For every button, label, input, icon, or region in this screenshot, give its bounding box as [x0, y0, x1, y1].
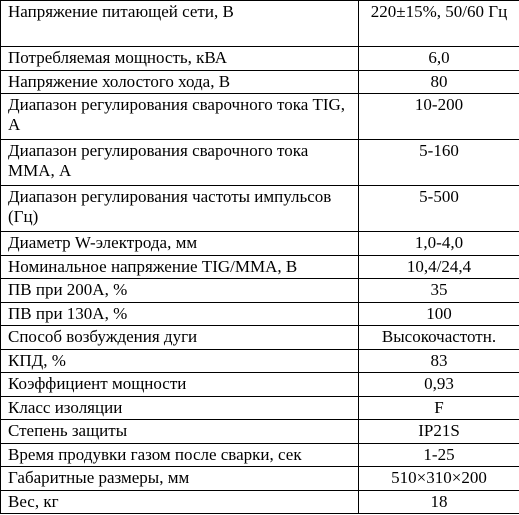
table-row: [1, 255, 519, 279]
table-row: [1, 47, 519, 71]
table-row: [1, 490, 519, 514]
table-row: [1, 443, 519, 467]
param-cell: ПВ при 200А, %: [1, 279, 359, 303]
value-cell: 5-160: [359, 140, 519, 186]
param-cell: Диаметр W-электрода, мм: [1, 232, 359, 256]
value-cell: 220±15%, 50/60 Гц: [359, 1, 519, 47]
value-cell: 80: [359, 70, 519, 94]
table-row: [1, 302, 519, 326]
value-cell: 100: [359, 302, 519, 326]
param-cell: Коэффициент мощности: [1, 373, 359, 397]
table-row: [1, 70, 519, 94]
param-cell: Класс изоляции: [1, 396, 359, 420]
value-cell: 1-25: [359, 443, 519, 467]
table-row: [1, 396, 519, 420]
param-cell: Степень защиты: [1, 420, 359, 444]
value-cell: 83: [359, 349, 519, 373]
param-cell: Напряжение питающей сети, В: [1, 1, 359, 47]
value-cell: 35: [359, 279, 519, 303]
value-cell: 10-200: [359, 94, 519, 140]
table-row: [1, 140, 519, 186]
table-row: [1, 232, 519, 256]
param-cell: Габаритные размеры, мм: [1, 467, 359, 491]
table-row: [1, 349, 519, 373]
value-cell: 10,4/24,4: [359, 255, 519, 279]
param-cell: Потребляемая мощность, кВА: [1, 47, 359, 71]
param-cell: ПВ при 130А, %: [1, 302, 359, 326]
param-cell: Напряжение холостого хода, В: [1, 70, 359, 94]
param-cell: КПД, %: [1, 349, 359, 373]
param-cell: Диапазон регулирования сварочного тока ММА, А: [1, 140, 359, 186]
param-cell: Диапазон регулирования частоты импульсов (Гц): [1, 186, 359, 232]
param-cell: Номинальное напряжение TIG/MMA, В: [1, 255, 359, 279]
param-cell: Способ возбуждения дуги: [1, 326, 359, 350]
value-cell: F: [359, 396, 519, 420]
param-cell: Диапазон регулирования сварочного тока TIG, А: [1, 94, 359, 140]
table-row: [1, 279, 519, 303]
table-row: [1, 467, 519, 491]
table-row: [1, 373, 519, 397]
value-cell: IP21S: [359, 420, 519, 444]
table-row: [1, 1, 519, 47]
value-cell: 6,0: [359, 47, 519, 71]
table-row: [1, 94, 519, 140]
table-row: [1, 420, 519, 444]
value-cell: 0,93: [359, 373, 519, 397]
table-row: [1, 326, 519, 350]
value-cell: 510×310×200: [359, 467, 519, 491]
param-cell: Вес, кг: [1, 490, 359, 514]
value-cell: Высокочастотн.: [359, 326, 519, 350]
value-cell: 5-500: [359, 186, 519, 232]
param-cell: Время продувки газом после сварки, сек: [1, 443, 359, 467]
table-row: [1, 186, 519, 232]
value-cell: 1,0-4,0: [359, 232, 519, 256]
value-cell: 18: [359, 490, 519, 514]
